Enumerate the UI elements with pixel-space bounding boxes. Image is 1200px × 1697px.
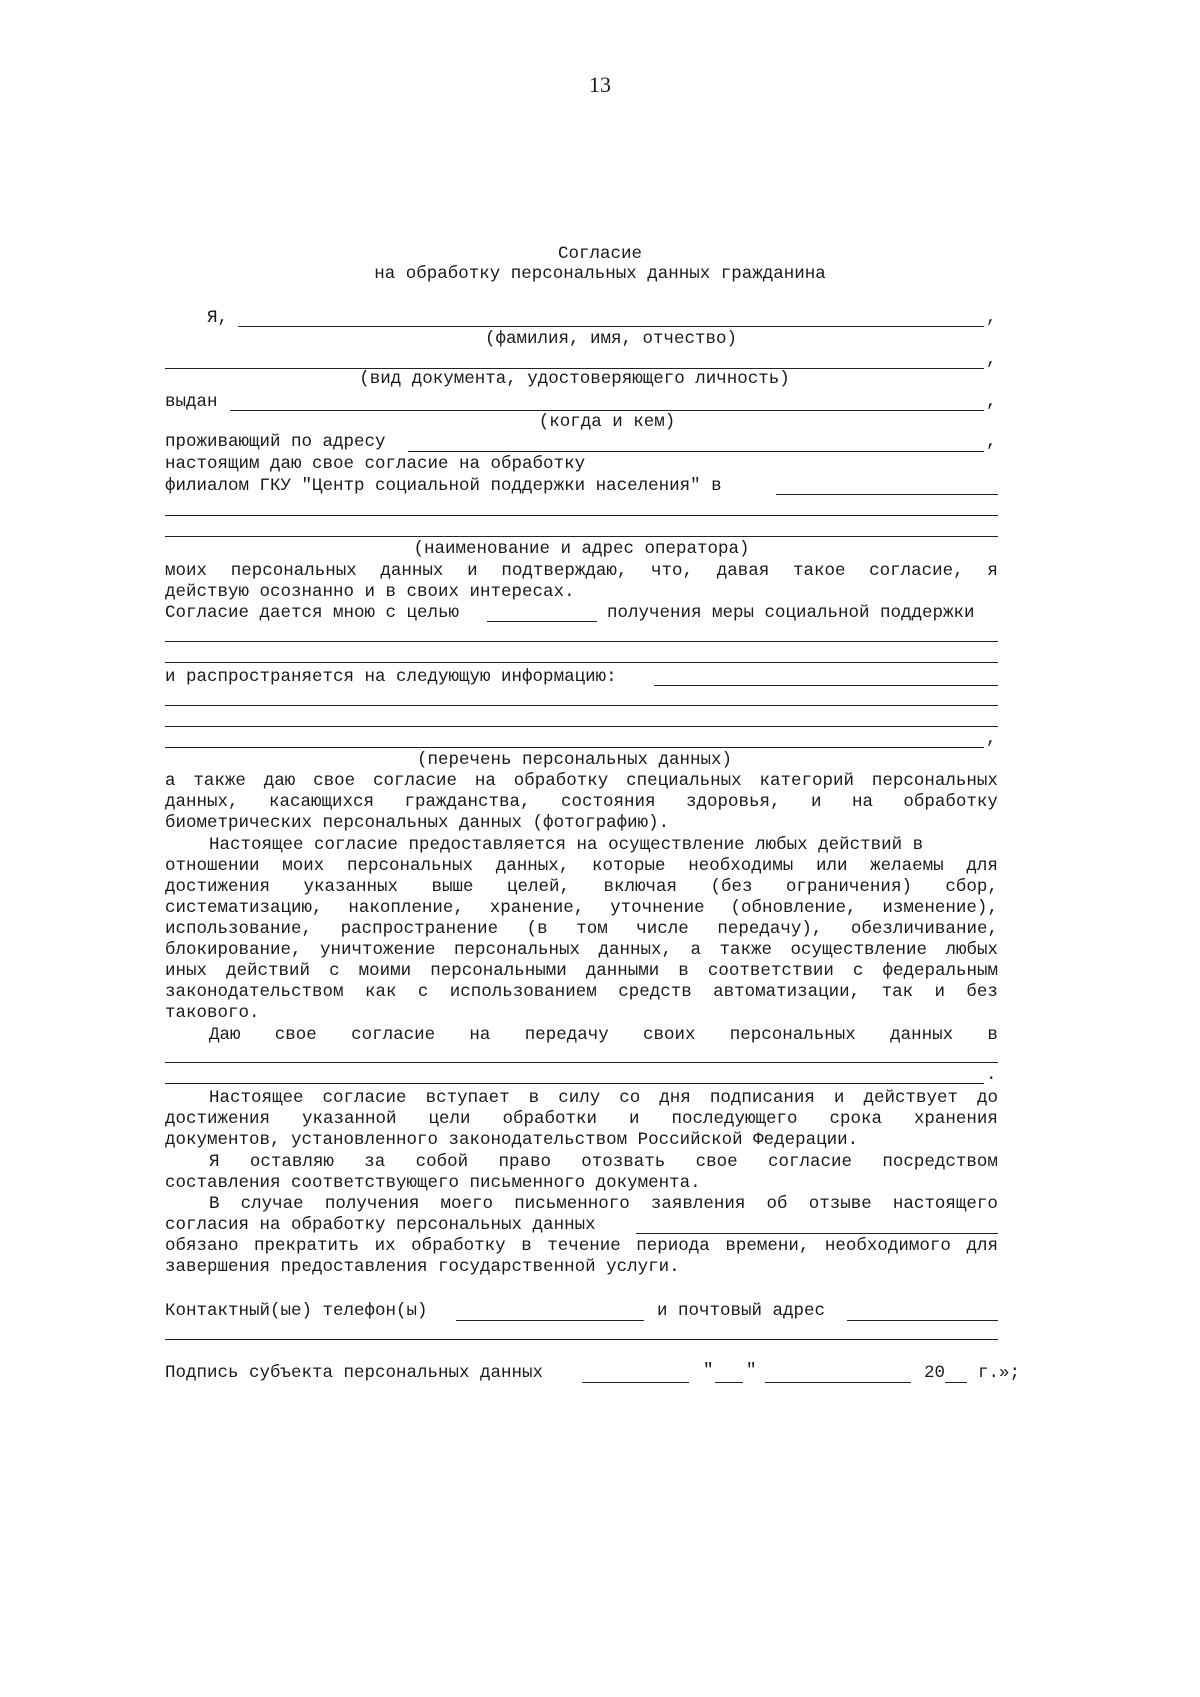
fio-caption: (фамилия, имя, отчество) xyxy=(484,329,738,349)
consent-line: настоящим даю свое согласие на обработку xyxy=(165,454,586,474)
word: данных, xyxy=(598,940,673,960)
word: дня xyxy=(659,1088,691,1108)
word: персональными xyxy=(430,961,567,981)
word: подписания xyxy=(709,1088,815,1108)
word: для xyxy=(966,1236,998,1256)
p1-line-2: действую осознанно и в своих интересах. xyxy=(165,582,575,602)
info-comma: , xyxy=(986,729,997,749)
issued-field[interactable] xyxy=(230,410,984,411)
word: такое xyxy=(792,561,846,581)
word: без xyxy=(966,982,998,1002)
word: для xyxy=(966,856,998,876)
word: передачу), xyxy=(717,919,823,939)
word: в xyxy=(678,961,689,981)
revoke-line-2: составления соответствующего письменного документа. xyxy=(165,1173,701,1193)
issued-label: выдан xyxy=(165,392,218,412)
actions-line-6 xyxy=(165,942,998,960)
phone-field[interactable] xyxy=(456,1320,644,1321)
issued-caption: (когда и кем) xyxy=(538,412,676,432)
operator-field-2[interactable] xyxy=(165,515,998,516)
word: я xyxy=(987,561,998,581)
word: ограничения) xyxy=(785,877,912,897)
word: законодательством xyxy=(165,982,344,1002)
word: в xyxy=(521,1236,532,1256)
signature-field[interactable] xyxy=(582,1382,689,1383)
word: также xyxy=(193,771,246,791)
signature-label: Подпись субъекта персональных данных xyxy=(165,1363,544,1383)
info-field-4[interactable] xyxy=(165,747,984,748)
word: моего xyxy=(440,1194,494,1214)
word: оставляю xyxy=(249,1152,334,1172)
word: Настоящее xyxy=(209,1088,304,1108)
word: которые xyxy=(591,856,666,876)
word: обработки xyxy=(502,1109,597,1129)
special-line-1 xyxy=(165,773,998,791)
postal-field[interactable] xyxy=(847,1320,998,1321)
word: уточнение xyxy=(610,898,705,918)
word: использованием xyxy=(449,982,597,1002)
word: моих xyxy=(165,561,208,581)
info-label: и распространяется на следующую информацию: xyxy=(165,667,617,687)
word: достижения xyxy=(165,877,271,897)
word: действует xyxy=(863,1088,958,1108)
word: согласие xyxy=(322,1088,407,1108)
word: уничтожение xyxy=(320,940,436,960)
word: с xyxy=(417,982,429,1002)
operator-field-3[interactable] xyxy=(165,536,998,537)
word: в xyxy=(987,1025,998,1045)
title-line-1: Согласие xyxy=(557,244,642,264)
word: настоящего xyxy=(892,1194,998,1214)
word: и xyxy=(810,792,822,812)
word: на xyxy=(469,1025,491,1045)
word: (обновление, xyxy=(730,898,857,918)
actions-line-3 xyxy=(165,879,998,897)
withdraw-line-1 xyxy=(209,1196,998,1214)
year-prefix: 20 xyxy=(924,1363,946,1383)
word: об xyxy=(766,1194,788,1214)
word: на xyxy=(851,792,873,812)
word: иных xyxy=(165,961,208,981)
word: данных, xyxy=(495,856,570,876)
word: целей, xyxy=(506,877,570,897)
word: персональных xyxy=(230,561,357,581)
validity-line-1 xyxy=(209,1090,998,1108)
word: категорий xyxy=(759,771,855,791)
word: последующего xyxy=(671,1109,798,1129)
validity-line-3: документов, установленного законодательством Российской Федерации. xyxy=(165,1130,859,1150)
word: персональных xyxy=(871,771,998,791)
word: хранения xyxy=(913,1109,998,1129)
word: обезличивание, xyxy=(850,919,998,939)
word: и xyxy=(934,982,946,1002)
word: своих xyxy=(642,1025,696,1045)
word: данными xyxy=(585,961,660,981)
word: их xyxy=(374,1236,396,1256)
word: и xyxy=(833,1088,845,1108)
word: блокирование, xyxy=(165,940,302,960)
word: желаемы xyxy=(870,856,944,876)
word: распространение xyxy=(340,919,499,939)
word: согласие, xyxy=(869,561,964,581)
word: периода xyxy=(636,1236,710,1256)
id-document-caption: (вид документа, удостоверяющего личность) xyxy=(359,369,790,389)
word: согласие xyxy=(351,1025,436,1045)
word: данных xyxy=(380,561,444,581)
word: здоровья, xyxy=(685,792,781,812)
word: использование, xyxy=(165,919,313,939)
word: прекратить xyxy=(254,1236,360,1256)
title-line-2: на обработку персональных данных гражданина xyxy=(374,264,826,284)
word: цели xyxy=(428,1109,471,1129)
word: касающихся xyxy=(268,792,375,812)
word: свое xyxy=(274,1025,317,1045)
address-field[interactable] xyxy=(408,451,984,452)
purpose-suffix: получения меры социальной поддержки xyxy=(607,603,975,623)
word: указанных xyxy=(303,877,399,897)
operator-line: филиалом ГКУ "Центр социальной поддержки населения" в xyxy=(165,476,722,496)
word: времени, xyxy=(725,1236,810,1256)
pd-caption: (перечень персональных данных) xyxy=(416,750,733,770)
transfer-period: . xyxy=(986,1065,997,1085)
phone-label: Контактный(ые) телефон(ы) xyxy=(165,1301,428,1321)
word: персональных xyxy=(454,940,581,960)
word: моими xyxy=(358,961,412,981)
word: срока xyxy=(829,1109,882,1129)
postal-field-2[interactable] xyxy=(165,1339,998,1340)
word: в xyxy=(528,1088,540,1108)
word: моих xyxy=(282,856,325,876)
purpose-field[interactable] xyxy=(487,621,597,622)
word: соответствии xyxy=(707,961,834,981)
word: случае xyxy=(240,1194,304,1214)
word: а xyxy=(165,771,176,791)
word: с xyxy=(852,961,864,981)
word: обработку xyxy=(903,792,998,812)
word: силу xyxy=(558,1088,601,1108)
word: данных, xyxy=(165,792,239,812)
word: отзыве xyxy=(808,1194,872,1214)
word: отозвать xyxy=(581,1152,666,1172)
info-field[interactable] xyxy=(654,685,998,686)
actions-line-1: Настоящее согласие предоставляется на осуществление любых действий в xyxy=(209,835,924,855)
actions-line-4 xyxy=(165,900,998,918)
actions-line-5 xyxy=(165,921,998,939)
word: персональных xyxy=(346,856,473,876)
word: отношении xyxy=(165,856,260,876)
ya-label: Я, xyxy=(207,308,229,328)
address-label: проживающий по адресу xyxy=(165,432,386,452)
word: течение xyxy=(547,1236,621,1256)
year-suffix: г.»; xyxy=(978,1363,1021,1383)
word: собой xyxy=(415,1152,469,1172)
word: обработку xyxy=(411,1236,506,1256)
word: давая xyxy=(716,561,770,581)
transfer-field[interactable] xyxy=(165,1062,998,1063)
word: что, xyxy=(651,561,694,581)
id-document-comma: , xyxy=(986,350,997,370)
word: как xyxy=(364,982,397,1002)
word: и xyxy=(467,561,478,581)
word: свое xyxy=(695,1152,738,1172)
special-line-3: биометрических персональных данных (фотографию). xyxy=(165,813,670,833)
withdraw-line-2: согласия на обработку персональных данных xyxy=(165,1215,596,1235)
p1-line-1 xyxy=(165,563,998,581)
word: выше xyxy=(431,877,474,897)
word: согласие xyxy=(373,771,458,791)
actions-line-7 xyxy=(165,963,998,981)
info-field-3[interactable] xyxy=(165,726,998,727)
withdraw-field[interactable] xyxy=(636,1233,998,1234)
purpose-prefix: Согласие дается мною с целью xyxy=(165,603,460,623)
word: посредством xyxy=(882,1152,998,1172)
word: (в xyxy=(526,919,548,939)
word: В xyxy=(209,1194,220,1214)
word: указанной xyxy=(302,1109,397,1129)
revoke-line-1 xyxy=(209,1154,998,1172)
word: средств xyxy=(618,982,692,1002)
word: специальных xyxy=(626,771,742,791)
word: за xyxy=(364,1152,386,1172)
word: так xyxy=(881,982,914,1002)
word: Я xyxy=(209,1152,220,1172)
transfer-field-2[interactable] xyxy=(165,1083,984,1084)
word: автоматизации, xyxy=(713,982,861,1002)
operator-field[interactable] xyxy=(776,494,998,495)
withdraw-line-4: завершения предоставления государственной услуги. xyxy=(165,1257,680,1277)
word: со xyxy=(619,1088,641,1108)
word: хранение, xyxy=(489,898,585,918)
word: персональных xyxy=(729,1025,856,1045)
word: подтверждаю, xyxy=(501,561,628,581)
postal-label: и почтовый адрес xyxy=(657,1301,826,1321)
transfer-line xyxy=(209,1027,998,1045)
word: необходимы xyxy=(688,856,794,876)
word: заявления xyxy=(650,1194,746,1214)
validity-line-2 xyxy=(165,1111,998,1129)
word: действий xyxy=(226,961,311,981)
word: до xyxy=(976,1088,998,1108)
withdraw-line-3 xyxy=(165,1238,998,1256)
word: сбор, xyxy=(945,877,998,897)
word: любых xyxy=(945,940,998,960)
word: согласие xyxy=(768,1152,853,1172)
word: гражданства, xyxy=(404,792,531,812)
word: с xyxy=(329,961,340,981)
date-quote-open: " xyxy=(703,1361,714,1381)
word: или xyxy=(815,856,848,876)
info-field-2[interactable] xyxy=(165,705,998,706)
word: получения xyxy=(324,1194,420,1214)
year-field[interactable] xyxy=(945,1382,967,1383)
word: передачу xyxy=(524,1025,609,1045)
word: Даю xyxy=(209,1025,241,1045)
actions-line-9: такового. xyxy=(165,1003,260,1023)
word: также xyxy=(719,940,772,960)
word: обязано xyxy=(165,1236,239,1256)
purpose-field-2[interactable] xyxy=(165,641,998,642)
word: накопление, xyxy=(348,898,464,918)
address-comma: , xyxy=(986,432,997,452)
date-quote-close: " xyxy=(746,1361,757,1381)
word: (без xyxy=(710,877,753,897)
operator-caption: (наименование и адрес оператора) xyxy=(413,539,750,559)
word: обработку xyxy=(513,771,609,791)
word: федеральным xyxy=(882,961,998,981)
word: вступает xyxy=(425,1088,510,1108)
word: даю xyxy=(263,771,296,791)
word: состояния xyxy=(560,792,656,812)
word: осуществление xyxy=(790,940,927,960)
actions-line-2 xyxy=(165,858,998,876)
month-field[interactable] xyxy=(765,1382,911,1383)
fio-comma: , xyxy=(986,308,997,328)
word: письменного xyxy=(514,1194,630,1214)
word: том xyxy=(576,919,608,939)
page-number: 13 xyxy=(589,72,611,97)
special-line-2 xyxy=(165,794,998,812)
word: систематизацию, xyxy=(165,898,323,918)
word: числе xyxy=(636,919,689,939)
word: изменение), xyxy=(882,898,998,918)
word: на xyxy=(474,771,496,791)
word: необходимого xyxy=(824,1236,951,1256)
word: достижения xyxy=(165,1109,271,1129)
word: и xyxy=(628,1109,640,1129)
word: право xyxy=(498,1152,551,1172)
word: свое xyxy=(313,771,356,791)
actions-line-8 xyxy=(165,984,998,1002)
word: а xyxy=(690,940,701,960)
day-field[interactable] xyxy=(715,1382,743,1383)
purpose-field-3[interactable] xyxy=(165,662,998,663)
word: включая xyxy=(603,877,677,897)
fio-field[interactable] xyxy=(238,326,984,327)
issued-comma: , xyxy=(986,392,997,412)
word: данных xyxy=(890,1025,954,1045)
